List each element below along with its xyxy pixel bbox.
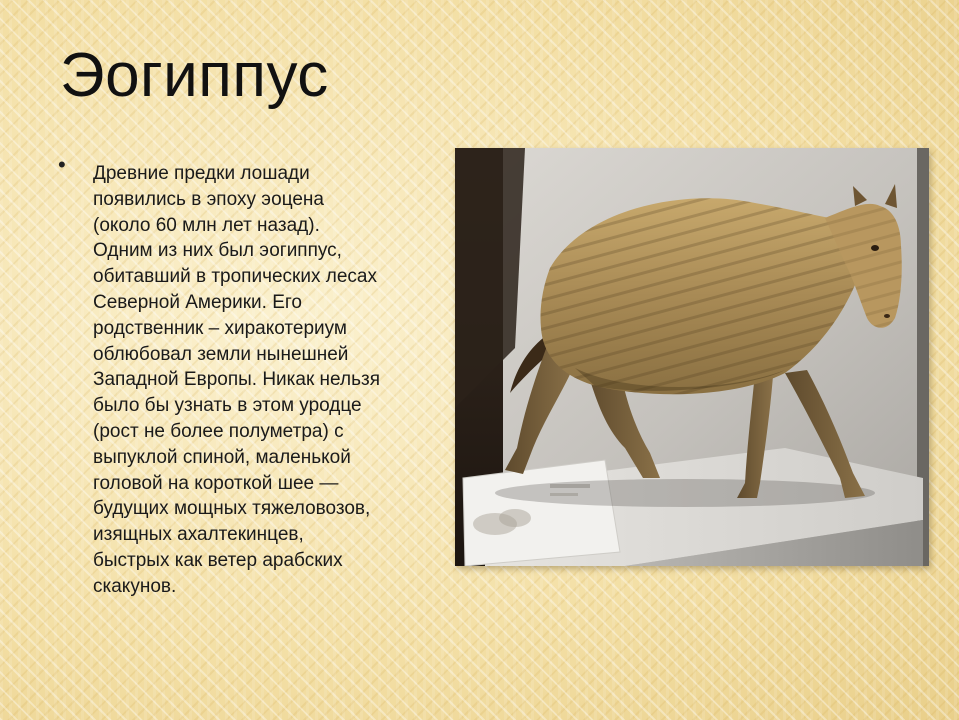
eohippus-illustration xyxy=(455,148,929,566)
eohippus-photo xyxy=(455,148,929,566)
bullet-marker: • xyxy=(58,152,66,177)
body-text: Древние предки лошади появились в эпоху эоцена (около 60 млн лет назад). Одним из них был эогиппус, обитавший в тропических лесах Северной Америки. Его родственник – хиракотериум облюбовал земли нынешней Западной Европы. Никак нельзя было бы узнать в этом уродце (рост не более полуметра) с выпуклой спиной, маленькой головой на короткой шее — будущих мощных тяжеловозов, изящных ахалтекинцев, быстрых как ветер арабских скакунов. xyxy=(93,163,380,597)
slide-title: Эогиппус xyxy=(60,41,329,110)
